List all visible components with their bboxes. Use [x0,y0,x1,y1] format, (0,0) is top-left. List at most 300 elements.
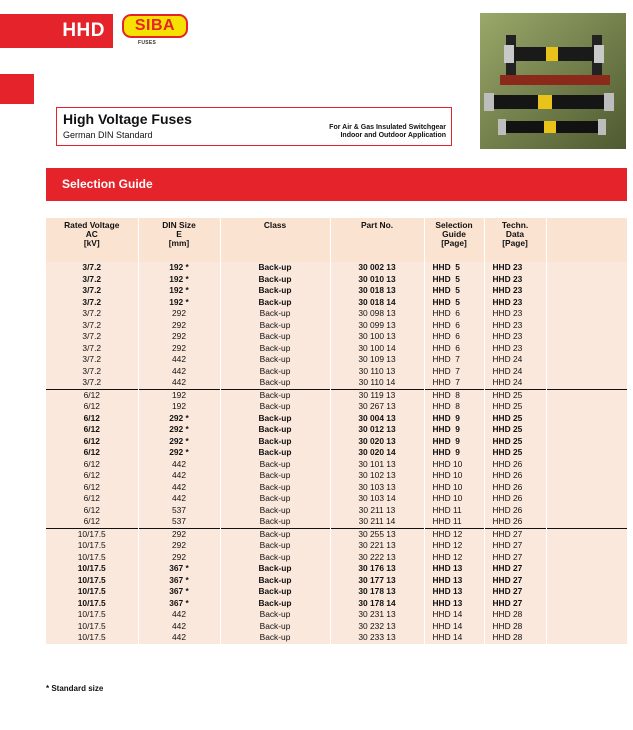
table-cell-d: 292 [138,320,220,332]
table-cell-d: 292 * [138,413,220,425]
table-cell-d: 442 [138,482,220,494]
table-row [46,470,627,482]
table-cell-t: HHD 27 [484,552,546,564]
table-cell-empty [546,285,627,297]
table-cell-v: 10/17.5 [46,632,138,644]
application-note [286,124,446,140]
table-row [46,609,627,621]
table-cell-p: 30 211 14 [330,516,424,528]
table-cell-d: 192 * [138,262,220,274]
table-cell-t: HHD 27 [484,540,546,552]
table-cell-v: 6/12 [46,436,138,448]
table-cell-v: 6/12 [46,389,138,401]
table-row [46,377,627,389]
table-cell-p: 30 098 13 [330,308,424,320]
table-cell-d: 367 * [138,598,220,610]
table-cell-g: HHD 7 [424,354,484,366]
table-cell-v: 6/12 [46,459,138,471]
table-cell-c: Back-up [220,528,330,540]
table-row [46,552,627,564]
header-din-line: E [176,229,182,239]
table-cell-d: 292 * [138,436,220,448]
table-cell-p: 30 232 13 [330,621,424,633]
table-cell-t: HHD 23 [484,343,546,355]
table-cell-g: HHD 12 [424,528,484,540]
footnote: * Standard size [46,684,104,693]
table-cell-empty [546,343,627,355]
table-cell-empty [546,621,627,633]
table-cell-empty [546,308,627,320]
table-cell-c: Back-up [220,285,330,297]
header-part [330,218,424,262]
table-cell-d: 367 * [138,586,220,598]
table-cell-p: 30 231 13 [330,609,424,621]
table-cell-t: HHD 27 [484,563,546,575]
table-cell-p: 30 102 13 [330,470,424,482]
table-cell-g: HHD 6 [424,320,484,332]
table-cell-c: Back-up [220,447,330,459]
table-cell-t: HHD 27 [484,598,546,610]
table-cell-t: HHD 23 [484,297,546,309]
table-cell-v: 6/12 [46,470,138,482]
table-cell-v: 10/17.5 [46,609,138,621]
table-cell-p: 30 110 13 [330,366,424,378]
table-cell-g: HHD 9 [424,413,484,425]
table-cell-g: HHD 6 [424,331,484,343]
table-row [46,528,627,540]
table-cell-v: 10/17.5 [46,598,138,610]
table-row [46,285,627,297]
table-cell-t: HHD 23 [484,308,546,320]
header-guide [424,218,484,262]
accent-square [0,74,34,104]
table-cell-d: 192 * [138,285,220,297]
table-cell-empty [546,528,627,540]
table-cell-t: HHD 26 [484,470,546,482]
table-cell-empty [546,262,627,274]
table-cell-empty [546,297,627,309]
table-cell-c: Back-up [220,401,330,413]
table-cell-empty [546,609,627,621]
table-cell-t: HHD 25 [484,447,546,459]
fuse-illustration [480,13,626,149]
header-guide-line: Selection [435,220,473,230]
header-din-line: DIN Size [162,220,196,230]
table-cell-d: 442 [138,632,220,644]
table-cell-c: Back-up [220,343,330,355]
header-guide-line: Guide [442,229,466,239]
table-cell-v: 10/17.5 [46,540,138,552]
table-cell-d: 292 * [138,447,220,459]
table-cell-g: HHD 6 [424,308,484,320]
table-cell-g: HHD 8 [424,401,484,413]
table-cell-v: 6/12 [46,516,138,528]
table-cell-v: 3/7.2 [46,274,138,286]
table-cell-c: Back-up [220,632,330,644]
table-cell-p: 30 018 13 [330,285,424,297]
table-cell-p: 30 020 14 [330,447,424,459]
table-cell-empty [546,320,627,332]
table-header-row [46,218,627,262]
table-row [46,447,627,459]
table-cell-v: 10/17.5 [46,552,138,564]
header-data [484,218,546,262]
table-row [46,343,627,355]
table-cell-d: 292 [138,331,220,343]
siba-logo-text: SIBA [134,17,176,34]
table-cell-c: Back-up [220,459,330,471]
table-cell-empty [546,436,627,448]
table-cell-c: Back-up [220,308,330,320]
table-cell-g: HHD 12 [424,552,484,564]
table-cell-c: Back-up [220,366,330,378]
table-cell-v: 6/12 [46,505,138,517]
table-cell-d: 537 [138,505,220,517]
table-cell-c: Back-up [220,621,330,633]
table-cell-d: 192 * [138,297,220,309]
table-cell-p: 30 018 14 [330,297,424,309]
header-voltage-line: AC [85,229,98,239]
section-banner: Selection Guide [46,168,627,201]
selection-table [46,218,627,644]
table-row [46,413,627,425]
table-row [46,540,627,552]
table-cell-p: 30 233 13 [330,632,424,644]
table-row [46,598,627,610]
table-cell-p: 30 176 13 [330,563,424,575]
header-voltage [46,218,138,262]
table-cell-c: Back-up [220,297,330,309]
application-line-2: Indoor and Outdoor Application [340,132,446,139]
table-cell-d: 292 [138,528,220,540]
table-cell-c: Back-up [220,575,330,587]
table-cell-t: HHD 25 [484,413,546,425]
header-data-line: [Page] [502,238,528,248]
table-cell-d: 292 * [138,424,220,436]
table-cell-t: HHD 27 [484,575,546,587]
table-cell-p: 30 177 13 [330,575,424,587]
table-cell-d: 367 * [138,575,220,587]
header-voltage-line: [kV] [83,238,100,248]
table-row [46,575,627,587]
table-cell-empty [546,516,627,528]
table-cell-v: 3/7.2 [46,354,138,366]
table-cell-d: 367 * [138,563,220,575]
table-cell-c: Back-up [220,331,330,343]
table-cell-empty [546,401,627,413]
table-cell-d: 537 [138,516,220,528]
table-cell-p: 30 012 13 [330,424,424,436]
table-cell-c: Back-up [220,493,330,505]
table-cell-c: Back-up [220,389,330,401]
table-cell-p: 30 010 13 [330,274,424,286]
table-cell-v: 6/12 [46,424,138,436]
table-cell-c: Back-up [220,563,330,575]
table-cell-g: HHD 14 [424,609,484,621]
table-cell-p: 30 109 13 [330,354,424,366]
table-cell-empty [546,424,627,436]
table-cell-d: 442 [138,354,220,366]
table-cell-p: 30 103 13 [330,482,424,494]
table-cell-g: HHD 10 [424,470,484,482]
table-cell-p: 30 110 14 [330,377,424,389]
table-cell-empty [546,505,627,517]
table-cell-g: HHD 5 [424,285,484,297]
table-cell-v: 3/7.2 [46,285,138,297]
table-row [46,308,627,320]
table-cell-t: HHD 25 [484,436,546,448]
table-cell-c: Back-up [220,424,330,436]
table-cell-p: 30 211 13 [330,505,424,517]
table-row [46,320,627,332]
table-cell-t: HHD 26 [484,493,546,505]
table-cell-g: HHD 11 [424,516,484,528]
header-class [220,218,330,262]
table-cell-v: 10/17.5 [46,563,138,575]
table-cell-p: 30 221 13 [330,540,424,552]
table-cell-g: HHD 10 [424,459,484,471]
table-cell-empty [546,331,627,343]
table-cell-empty [546,459,627,471]
table-cell-c: Back-up [220,320,330,332]
table-row [46,459,627,471]
table-cell-empty [546,470,627,482]
table-cell-p: 30 103 14 [330,493,424,505]
table-cell-t: HHD 24 [484,366,546,378]
table-cell-g: HHD 13 [424,598,484,610]
table-cell-p: 30 099 13 [330,320,424,332]
header-voltage-line: Rated Voltage [64,220,120,230]
application-line-1: For Air & Gas Insulated Switchgear [329,124,446,131]
table-cell-g: HHD 12 [424,540,484,552]
table-cell-d: 292 [138,308,220,320]
table-row [46,262,627,274]
table-cell-t: HHD 26 [484,459,546,471]
table-cell-c: Back-up [220,598,330,610]
table-cell-empty [546,447,627,459]
table-row [46,354,627,366]
table-cell-c: Back-up [220,377,330,389]
table-cell-v: 3/7.2 [46,331,138,343]
table-cell-g: HHD 14 [424,632,484,644]
table-cell-g: HHD 5 [424,262,484,274]
product-photo [480,13,626,149]
table-cell-g: HHD 7 [424,377,484,389]
header-din-line: [mm] [168,238,190,248]
table-cell-empty [546,389,627,401]
table-cell-g: HHD 13 [424,563,484,575]
table-cell-empty [546,354,627,366]
table-cell-v: 10/17.5 [46,621,138,633]
table-cell-v: 3/7.2 [46,320,138,332]
table-cell-g: HHD 9 [424,424,484,436]
table-cell-empty [546,366,627,378]
header-guide-line: [Page] [441,238,467,248]
table-cell-empty [546,413,627,425]
header-class-line: Class [263,220,287,230]
fuses-label: FUSES [138,40,157,46]
table-cell-v: 3/7.2 [46,366,138,378]
table-cell-v: 3/7.2 [46,343,138,355]
table-cell-d: 192 [138,389,220,401]
table-cell-p: 30 101 13 [330,459,424,471]
table-row [46,505,627,517]
table-cell-c: Back-up [220,470,330,482]
table-cell-d: 192 [138,401,220,413]
table-cell-v: 6/12 [46,482,138,494]
header-din [138,218,220,262]
table-row [46,482,627,494]
table-cell-g: HHD 13 [424,575,484,587]
table-cell-empty [546,575,627,587]
table-cell-c: Back-up [220,505,330,517]
table-cell-c: Back-up [220,552,330,564]
table-cell-c: Back-up [220,274,330,286]
table-cell-d: 442 [138,621,220,633]
table-cell-g: HHD 6 [424,343,484,355]
table-cell-d: 442 [138,493,220,505]
table-row [46,493,627,505]
table-cell-empty [546,552,627,564]
table-cell-t: HHD 27 [484,586,546,598]
table-cell-t: HHD 25 [484,424,546,436]
table-cell-v: 3/7.2 [46,262,138,274]
table-row [46,366,627,378]
table-cell-v: 6/12 [46,413,138,425]
table-cell-v: 10/17.5 [46,575,138,587]
table-cell-t: HHD 23 [484,285,546,297]
table-cell-t: HHD 25 [484,401,546,413]
table-cell-p: 30 222 13 [330,552,424,564]
table-cell-g: HHD 7 [424,366,484,378]
table-cell-t: HHD 26 [484,505,546,517]
table-cell-c: Back-up [220,516,330,528]
page-title: High Voltage Fuses [63,111,192,127]
table-cell-t: HHD 23 [484,274,546,286]
table-row [46,436,627,448]
table-cell-d: 442 [138,609,220,621]
table-cell-p: 30 100 13 [330,331,424,343]
table-row [46,632,627,644]
table-cell-t: HHD 26 [484,516,546,528]
table-row [46,331,627,343]
table-row [46,401,627,413]
page-subtitle: German DIN Standard [63,130,153,140]
table-row [46,621,627,633]
table-cell-empty [546,632,627,644]
table-cell-g: HHD 9 [424,436,484,448]
table-cell-p: 30 178 14 [330,598,424,610]
table-cell-empty [546,482,627,494]
table-cell-g: HHD 9 [424,447,484,459]
table-row [46,586,627,598]
table-row [46,424,627,436]
table-cell-c: Back-up [220,436,330,448]
table-cell-empty [546,586,627,598]
table-cell-empty [546,377,627,389]
table-cell-t: HHD 23 [484,320,546,332]
table-cell-t: HHD 23 [484,262,546,274]
table-cell-d: 442 [138,459,220,471]
table-cell-d: 442 [138,470,220,482]
table-row [46,274,627,286]
table-cell-t: HHD 26 [484,482,546,494]
table-cell-empty [546,493,627,505]
table-cell-d: 292 [138,540,220,552]
table-row [46,389,627,401]
hhd-logo: HHD [0,14,113,48]
table-cell-c: Back-up [220,586,330,598]
table-cell-g: HHD 10 [424,482,484,494]
table-cell-p: 30 020 13 [330,436,424,448]
table-cell-t: HHD 27 [484,528,546,540]
table-cell-v: 3/7.2 [46,377,138,389]
table-row [46,516,627,528]
table-row [46,563,627,575]
table-body [46,262,627,644]
table-cell-v: 6/12 [46,493,138,505]
header-data-line: Data [505,229,525,239]
table-cell-d: 442 [138,366,220,378]
table-cell-empty [546,274,627,286]
table-cell-c: Back-up [220,413,330,425]
table-cell-g: HHD 11 [424,505,484,517]
table-cell-t: HHD 28 [484,609,546,621]
table-cell-d: 442 [138,377,220,389]
table-cell-empty [546,540,627,552]
table-cell-t: HHD 23 [484,331,546,343]
table-cell-g: HHD 10 [424,493,484,505]
table-cell-d: 292 [138,552,220,564]
table-cell-p: 30 100 14 [330,343,424,355]
table-cell-v: 6/12 [46,401,138,413]
table-cell-p: 30 178 13 [330,586,424,598]
table-cell-g: HHD 5 [424,274,484,286]
table-cell-v: 10/17.5 [46,528,138,540]
selection-table-wrapper [46,218,627,644]
table-cell-c: Back-up [220,354,330,366]
table-cell-t: HHD 28 [484,632,546,644]
table-cell-d: 292 [138,343,220,355]
table-cell-v: 3/7.2 [46,297,138,309]
table-cell-p: 30 004 13 [330,413,424,425]
table-cell-empty [546,563,627,575]
table-cell-g: HHD 5 [424,297,484,309]
table-cell-v: 6/12 [46,447,138,459]
table-cell-g: HHD 8 [424,389,484,401]
table-cell-g: HHD 13 [424,586,484,598]
table-cell-t: HHD 25 [484,389,546,401]
table-cell-c: Back-up [220,482,330,494]
header-empty [546,218,627,262]
table-cell-empty [546,598,627,610]
table-cell-p: 30 119 13 [330,389,424,401]
table-cell-p: 30 002 13 [330,262,424,274]
table-cell-c: Back-up [220,609,330,621]
table-cell-g: HHD 14 [424,621,484,633]
siba-logo [122,14,188,38]
table-cell-p: 30 255 13 [330,528,424,540]
table-cell-t: HHD 28 [484,621,546,633]
header-data-line: Techn. [501,220,529,230]
table-cell-t: HHD 24 [484,354,546,366]
table-cell-p: 30 267 13 [330,401,424,413]
table-row [46,297,627,309]
header-part-line: Part No. [360,220,394,230]
table-cell-c: Back-up [220,262,330,274]
table-cell-d: 192 * [138,274,220,286]
table-cell-v: 3/7.2 [46,308,138,320]
